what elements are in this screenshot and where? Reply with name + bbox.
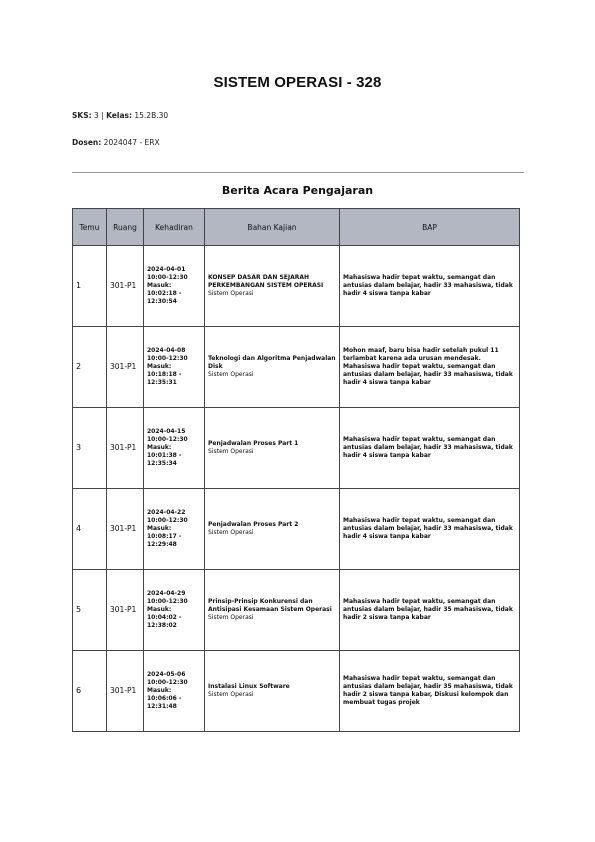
table-row bbox=[73, 489, 520, 570]
cell-ruang bbox=[107, 570, 144, 651]
section-title: Berita Acara Pengajaran bbox=[221, 184, 374, 197]
cell-bahan-kajian bbox=[205, 651, 340, 732]
cell-bahan-kajian bbox=[205, 489, 340, 570]
course-name: Sistem Operasi bbox=[208, 448, 254, 455]
cell-ruang bbox=[107, 327, 144, 408]
table-row bbox=[73, 408, 520, 489]
temu-value: 2 bbox=[76, 361, 82, 371]
checkin-time: 10:18:18 - 12:35:31 bbox=[147, 371, 182, 387]
sks-label: SKS: bbox=[72, 111, 92, 120]
column-header-bahan-kajian: Bahan Kajian bbox=[205, 209, 340, 246]
cell-bahan-kajian bbox=[205, 570, 340, 651]
meta-separator: | bbox=[101, 111, 104, 120]
checkin-label: Masuk: bbox=[147, 443, 172, 451]
lecturer-meta bbox=[72, 138, 160, 147]
checkin-label: Masuk: bbox=[147, 686, 172, 694]
cell-temu bbox=[73, 489, 107, 570]
temu-value: 4 bbox=[76, 523, 82, 533]
cell-kehadiran bbox=[144, 651, 205, 732]
course-meta bbox=[72, 111, 168, 120]
table-header-row bbox=[73, 209, 520, 246]
cell-ruang bbox=[107, 489, 144, 570]
checkin-label: Masuk: bbox=[147, 605, 172, 613]
checkin-time: 10:04:02 - 12:38:02 bbox=[147, 614, 182, 630]
divider bbox=[72, 172, 524, 173]
bap-text: Mahasiswa hadir tepat waktu, semangat dan antusias dalam belajar, hadir 35 mahasiswa, tidak hadir 2 siswa tanpa kabar, Diskusi kelompok dan membuat tugas projek bbox=[343, 674, 513, 707]
dosen-value: 2024047 - ERX bbox=[103, 138, 160, 147]
table-row bbox=[73, 651, 520, 732]
cell-kehadiran bbox=[144, 570, 205, 651]
date-text: 2024-04-29 bbox=[147, 589, 186, 597]
schedule-time: 10:00-12:30 bbox=[147, 597, 188, 605]
bap-text: Mahasiswa hadir tepat waktu, semangat dan antusias dalam belajar, hadir 35 mahasiswa, tidak hadir 2 siswa tanpa kabar bbox=[343, 597, 513, 622]
kelas-value: 15.2B.30 bbox=[134, 111, 169, 120]
column-header-ruang: Ruang bbox=[107, 209, 144, 246]
ruang-value: 301-P1 bbox=[110, 523, 137, 533]
checkin-label: Masuk: bbox=[147, 524, 172, 532]
cell-kehadiran bbox=[144, 408, 205, 489]
topic-text: Instalasi Linux Software bbox=[208, 682, 290, 690]
course-name: Sistem Operasi bbox=[208, 290, 254, 298]
temu-value: 6 bbox=[76, 685, 82, 695]
table-row bbox=[73, 327, 520, 408]
date-text: 2024-04-08 bbox=[147, 346, 186, 354]
page-title: SISTEM OPERASI - 328 bbox=[213, 74, 382, 91]
topic-text: KONSEP DASAR DAN SEJARAH PERKEMBANGAN SISTEM OPERASI bbox=[208, 273, 324, 289]
topic-text: Teknologi dan Algoritma Penjadwalan Disk bbox=[208, 354, 336, 370]
column-header-temu: Temu bbox=[73, 209, 107, 246]
course-name: Sistem Operasi bbox=[208, 691, 254, 698]
sks-value: 3 bbox=[94, 111, 99, 120]
cell-bahan-kajian bbox=[205, 327, 340, 408]
bap-text: Mahasiswa hadir tepat waktu, semangat dan antusias dalam belajar, hadir 33 mahasiswa, tidak hadir 4 siswa tanpa kabar bbox=[343, 516, 513, 541]
date-text: 2024-04-22 bbox=[147, 508, 186, 516]
cell-kehadiran bbox=[144, 327, 205, 408]
checkin-time: 10:08:17 - 12:29:48 bbox=[147, 533, 182, 549]
schedule-time: 10:00-12:30 bbox=[147, 354, 188, 362]
temu-value: 5 bbox=[76, 604, 82, 614]
ruang-value: 301-P1 bbox=[110, 361, 137, 371]
course-name: Sistem Operasi bbox=[208, 614, 254, 622]
cell-kehadiran bbox=[144, 246, 205, 327]
checkin-label: Masuk: bbox=[147, 281, 172, 289]
bap-text: Mahasiswa hadir tepat waktu, semangat dan antusias dalam belajar, hadir 33 mahasiswa, tidak hadir 4 siswa tanpa kabar bbox=[343, 435, 513, 460]
cell-bahan-kajian bbox=[205, 408, 340, 489]
checkin-label: Masuk: bbox=[147, 362, 172, 370]
topic-text: Penjadwalan Proses Part 2 bbox=[208, 520, 299, 528]
ruang-value: 301-P1 bbox=[110, 604, 137, 614]
checkin-time: 10:02:18 - 12:30:54 bbox=[147, 290, 182, 306]
topic-text: Prinsip-Prinsip Konkurensi dan Antisipasi Kesamaan Sistem Operasi bbox=[208, 597, 332, 613]
cell-bap bbox=[340, 489, 520, 570]
bap-text: Mahasiswa hadir tepat waktu, semangat dan antusias dalam belajar, hadir 33 mahasiswa, tidak hadir 4 siswa tanpa kabar bbox=[343, 273, 513, 298]
ruang-value: 301-P1 bbox=[110, 442, 137, 452]
cell-kehadiran bbox=[144, 489, 205, 570]
cell-bap bbox=[340, 246, 520, 327]
course-name: Sistem Operasi bbox=[208, 371, 254, 379]
column-header-kehadiran: Kehadiran bbox=[144, 209, 205, 246]
column-header-bap: BAP bbox=[340, 209, 520, 246]
date-text: 2024-04-01 bbox=[147, 265, 186, 273]
bap-text: Mohon maaf, baru bisa hadir setelah pukul 11 terlambat karena ada urusan mendesak. Mahasiswa hadir tepat waktu, semangat dan antusias dalam belajar, hadir 33 mahasiswa, tidak hadir 4 siswa tanpa kabar bbox=[343, 346, 513, 387]
kelas-label: Kelas: bbox=[106, 111, 132, 120]
date-text: 2024-05-06 bbox=[147, 670, 186, 678]
cell-bap bbox=[340, 651, 520, 732]
cell-bap bbox=[340, 570, 520, 651]
schedule-time: 10:00-12:30 bbox=[147, 678, 188, 686]
cell-ruang bbox=[107, 246, 144, 327]
cell-temu bbox=[73, 327, 107, 408]
cell-temu bbox=[73, 408, 107, 489]
cell-bahan-kajian bbox=[205, 246, 340, 327]
course-name: Sistem Operasi bbox=[208, 529, 254, 536]
cell-temu bbox=[73, 246, 107, 327]
cell-temu bbox=[73, 651, 107, 732]
teaching-report-table bbox=[72, 208, 520, 732]
cell-bap bbox=[340, 408, 520, 489]
table-row bbox=[73, 246, 520, 327]
ruang-value: 301-P1 bbox=[110, 685, 137, 695]
cell-temu bbox=[73, 570, 107, 651]
schedule-time: 10:00-12:30 bbox=[147, 435, 188, 443]
schedule-time: 10:00-12:30 bbox=[147, 273, 188, 281]
temu-value: 3 bbox=[76, 442, 82, 452]
schedule-time: 10:00-12:30 bbox=[147, 516, 188, 524]
cell-bap bbox=[340, 327, 520, 408]
temu-value: 1 bbox=[76, 280, 82, 290]
checkin-time: 10:01:38 - 12:35:34 bbox=[147, 452, 182, 468]
dosen-label: Dosen: bbox=[72, 138, 102, 147]
table-row bbox=[73, 570, 520, 651]
topic-text: Penjadwalan Proses Part 1 bbox=[208, 439, 299, 447]
date-text: 2024-04-15 bbox=[147, 427, 186, 435]
ruang-value: 301-P1 bbox=[110, 280, 137, 290]
cell-ruang bbox=[107, 408, 144, 489]
checkin-time: 10:06:06 - 12:31:48 bbox=[147, 695, 182, 711]
cell-ruang bbox=[107, 651, 144, 732]
